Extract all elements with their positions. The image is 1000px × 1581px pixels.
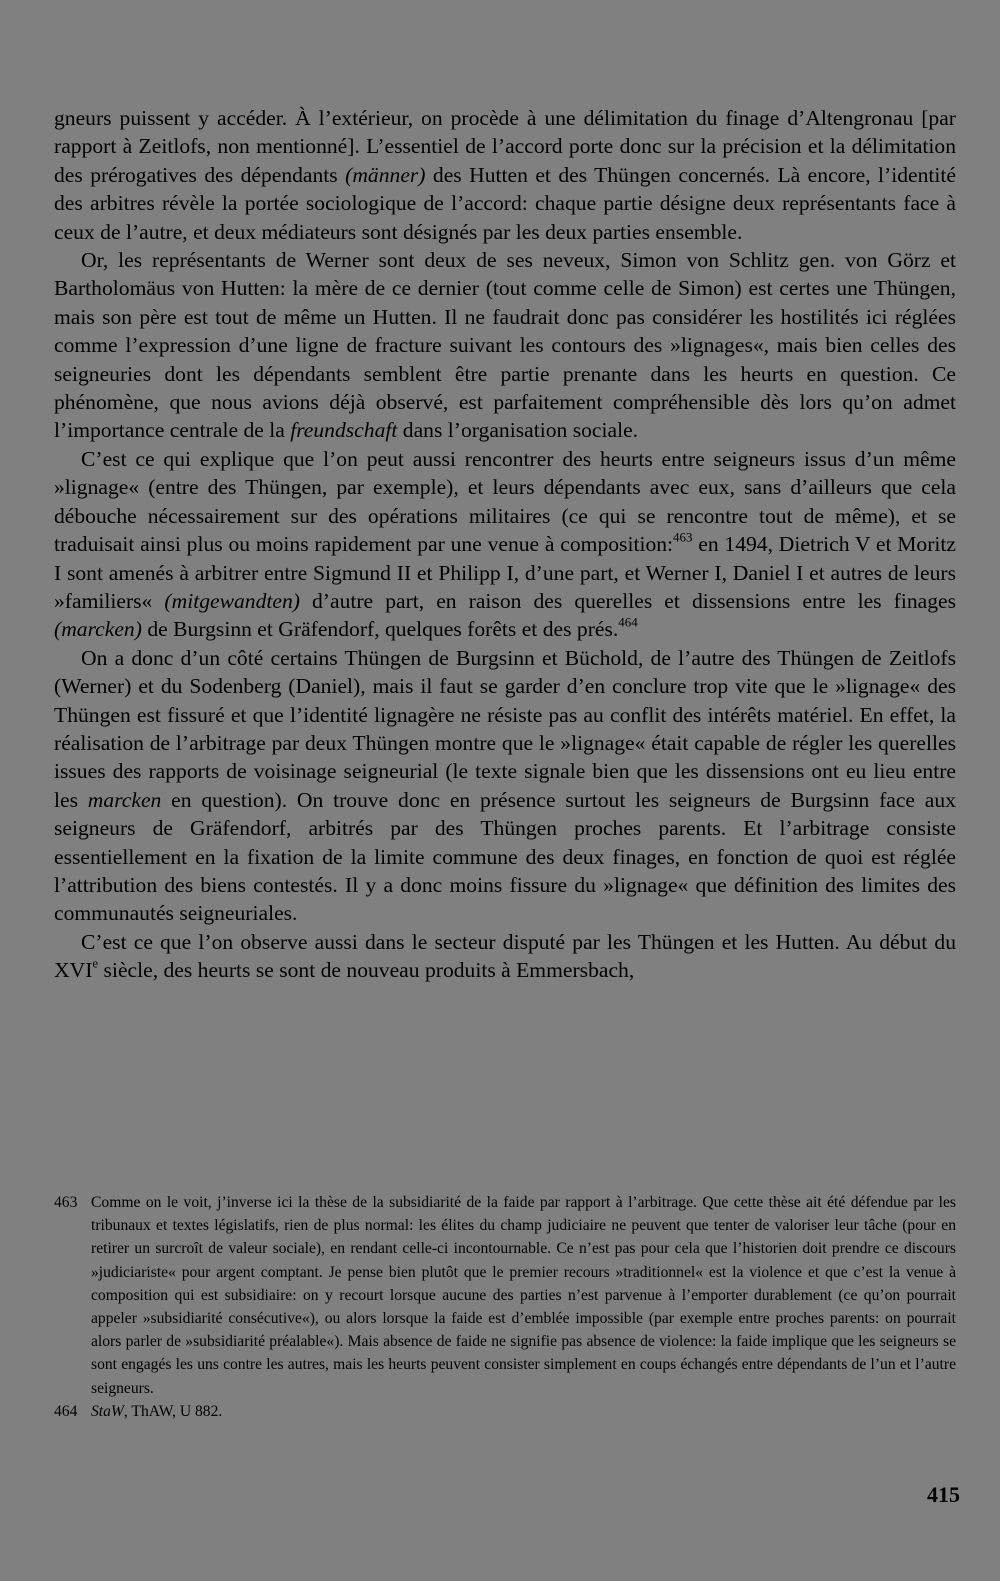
footnote-463 <box>54 1191 956 1400</box>
footnotes <box>54 1191 956 1423</box>
text-run: gneurs puissent y accéder. À l’extérieur, on procède à une délimitation du finage d’Altengronau [par rapport à Zeitlofs, non mentionné]. L’essentiel de l’accord porte donc sur la précision et la délimitation des prérogatives des dépendants <box>54 106 956 187</box>
italic-term: StaW <box>91 1402 124 1420</box>
text-run: d’autre part, en raison des querelles et dissensions entre les finages <box>299 588 956 613</box>
footnote-ref-463[interactable]: 463 <box>673 529 693 545</box>
text-run: en question). On trouve donc en présence surtout les seigneurs de Burgsinn face aux seigneurs de Gräfendorf, arbitrés par des Thüngen proches parents. Et l’arbitrage consiste essentiellement en la fixation de la limite commune des deux finages, en fonction de quoi est réglée l’attribution des biens contestés. Il y a donc moins fissure du »lignage« que définition des limites des communautés seigneuriales. <box>54 787 956 926</box>
footnote-number: 464 <box>54 1402 78 1420</box>
footnote-ref-464[interactable]: 464 <box>618 614 638 630</box>
footnote-number: 463 <box>54 1194 78 1211</box>
text-run: en 1494, Dietrich V et Moritz I sont amenés à arbitrer entre Sigmund II et Philipp I, d’une part, et Werner I, Daniel I et autres de leurs »familiers« <box>54 532 957 613</box>
main-text <box>54 104 956 985</box>
footnote-text: Comme on le voit, j’inverse ici la thèse de la subsidiarité de la faide par rapport à l’arbitrage. Que cette thèse ait été défendue par les tribunaux et textes législatifs, rien de plus normal: les élites du champ judiciaire ne peuvent que tenter de valoriser leur tâche (pour en retirer un surcroît de valeur sociale), en rendant celle-ci incontournable. Ce n’est pas pour cela que l’historien doit prendre ce discours »judiciariste« pour argent comptant. Je pense bien plutôt que le premier recours »traditionnel« est la violence et que c’est la venue à composition qui est subsidiaire: on y recourt lorsque aucune des parties n’est parvenue à l’emporter durablement (ce qu’on pourrait appeler »subsidiarité consécutive«), ou alors lorsque la faide est d’emblée impossible (par exemple entre proches parents: on pourrait alors parler de »subsidiarité préalable«). Mais absence de faide ne signifie pas absence de violence: la faide implique que les seigneurs se sont engagés les uns contre les autres, mais les heurts peuvent consister simplement en coups échangés entre dépendants de l’un et l’autre seigneurs. <box>91 1194 956 1397</box>
paragraph-4 <box>54 644 956 928</box>
text-run: siècle, des heurts se sont de nouveau produits à Emmersbach, <box>98 958 635 983</box>
paragraph-2 <box>54 246 956 445</box>
page-number: 415 <box>927 1482 960 1507</box>
superscript: e <box>92 955 99 971</box>
italic-term: (mitgewandten) <box>164 588 300 613</box>
footnote-464 <box>54 1400 956 1423</box>
italic-term: marcken <box>87 787 162 812</box>
text-run: , ThAW, U 882. <box>123 1402 223 1420</box>
paragraph-3 <box>54 445 956 644</box>
paragraph-1 <box>54 104 956 246</box>
footnote-text <box>91 1400 956 1423</box>
italic-term: freundschaft <box>290 418 398 443</box>
body-text <box>54 104 956 985</box>
text-run: C’est ce qui explique que l’on peut aussi rencontrer des heurts entre seigneurs issus d’un même »lignage« (entre des Thüngen, par exemple), et leurs dépendants avec eux, sans d’ailleurs que cela débouche nécessairement sur des opérations militaires (ce qui se rencontre tout de même), et se traduisait ainsi plus ou moins rapidement par une venue à composition: <box>54 446 956 557</box>
text-run: de Burgsinn et Gräfendorf, quelques forêts et des prés. <box>141 617 619 642</box>
italic-term: (männer) <box>345 162 426 187</box>
text-run: des Hutten et des Thüngen concernés. Là encore, l’identité des arbitres révèle la portée sociologique de l’accord: chaque partie désigne deux représentants face à ceux de l’autre, et deux médiateurs sont désignés par les deux parties ensemble. <box>54 162 956 244</box>
paragraph-5 <box>54 928 956 985</box>
text-run: C’est ce que l’on observe aussi dans le secteur disputé par les Thüngen et les Hutten. Au début du XVI <box>54 929 956 983</box>
text-run: dans l’organisation sociale. <box>397 418 639 443</box>
text-run: On a donc d’un côté certains Thüngen de Burgsinn et Büchold, de l’autre des Thüngen de Zeitlofs (Werner) et du Sodenberg (Daniel), mais il faut se garder d’en conclure trop vite que le »lignage« des Thüngen est fissuré et que l’identité lignagère ne résiste pas au conflit des intérêts matériel. En effet, la réalisation de l’arbitrage par deux Thüngen montre que le »lignage« était capable de régler les querelles issues des rapports de voisinage seigneurial (le texte signale bien que les dissensions ont eu lieu entre les <box>54 645 956 812</box>
italic-term: (marcken) <box>54 617 142 642</box>
text-run: Or, les représentants de Werner sont deux de ses neveux, Simon von Schlitz gen. von Görz et Bartholomäus von Hutten: la mère de ce dernier (tout comme celle de Simon) est certes une Thüngen, mais son père est tout de même un Hutten. Il ne faudrait donc pas considérer les hostilités ici réglées comme l’expression d’une ligne de fracture suivant les contours des »lignages«, mais bien celles des seigneuries dont les dépendants semblent être partie prenante dans les heurts en question. Ce phénomène, que nous avions déjà observé, est parfaitement compréhensible dès lors qu’on admet l’importance centrale de la <box>54 248 956 443</box>
